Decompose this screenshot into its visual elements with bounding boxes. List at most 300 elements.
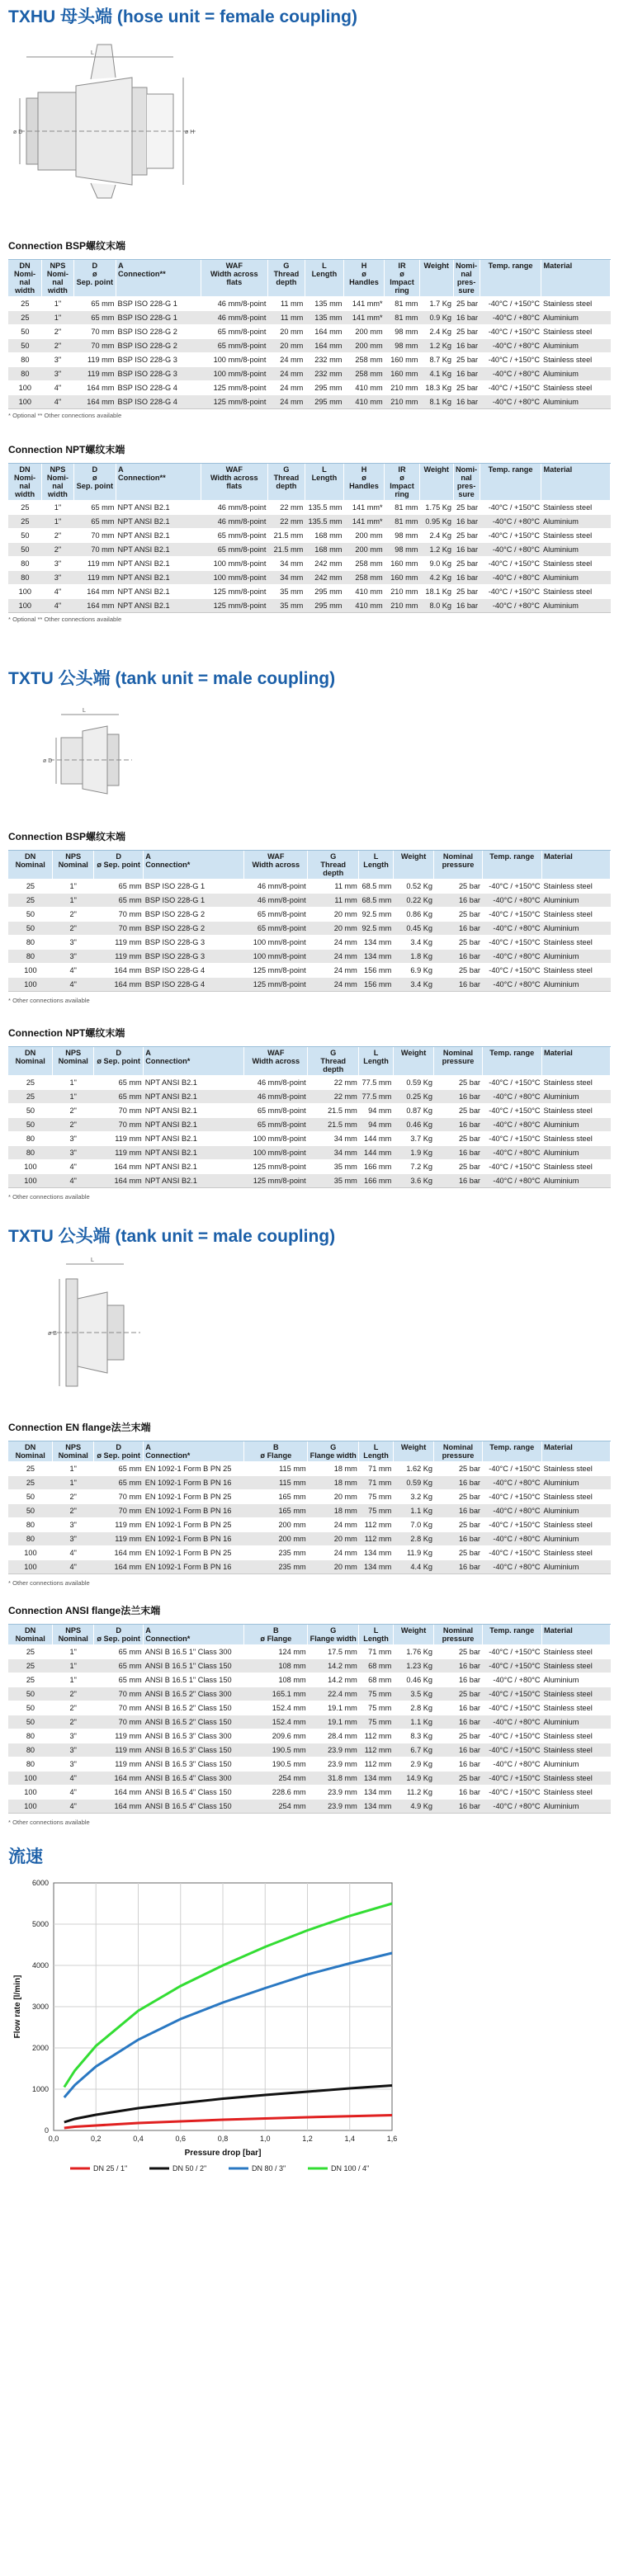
y-tick-label: 0 xyxy=(44,2126,49,2135)
column-header: G Thread depth xyxy=(267,464,305,501)
table-cell: 20 mm xyxy=(267,339,305,353)
table-cell: 4" xyxy=(42,599,74,613)
table-row xyxy=(8,1659,611,1673)
npt-hose-table xyxy=(8,463,611,613)
table-cell: -40°C / +80°C xyxy=(482,1673,542,1687)
column-header: DN Nomi- nal width xyxy=(8,464,42,501)
table-cell: ANSI B 16.5 4" Class 150 xyxy=(144,1800,244,1814)
table-cell: -40°C / +150°C xyxy=(482,1786,542,1800)
table-note: * Optional ** Other connections available xyxy=(8,412,122,419)
table-cell: 2.4 Kg xyxy=(419,325,453,339)
table-cell: 16 bar xyxy=(434,922,482,936)
table-cell: NPT ANSI B2.1 xyxy=(116,557,201,571)
table-cell: Stainless steel xyxy=(542,1490,611,1504)
table-cell: 4.9 Kg xyxy=(393,1800,434,1814)
table-cell: 25 xyxy=(8,311,42,325)
hose-drawing-label: ø H xyxy=(185,130,195,135)
table-cell: 3" xyxy=(42,367,74,381)
table-cell: 18 mm xyxy=(308,1476,359,1490)
table-cell: 242 mm xyxy=(305,557,343,571)
column-header: L Length xyxy=(359,1625,393,1645)
column-header: IR ø Impact ring xyxy=(385,464,420,501)
column-header: G Thread depth xyxy=(267,260,305,297)
table-cell: 19.1 mm xyxy=(308,1701,359,1715)
table-cell: 8.0 Kg xyxy=(419,599,453,613)
table-cell: 3" xyxy=(53,1532,94,1546)
table-cell: -40°C / +150°C xyxy=(482,1104,542,1118)
table-cell: 0.95 Kg xyxy=(419,515,453,529)
table-cell: 2.9 Kg xyxy=(393,1757,434,1772)
table-cell: 25 bar xyxy=(434,908,482,922)
table-cell: NPT ANSI B2.1 xyxy=(116,515,201,529)
table-cell: -40°C / +80°C xyxy=(480,599,541,613)
column-header: Material xyxy=(542,1441,611,1462)
table-cell: 209.6 mm xyxy=(244,1729,308,1743)
table-cell: 46 mm/8-point xyxy=(201,515,267,529)
table-cell: 50 xyxy=(8,1490,53,1504)
table-cell: 134 mm xyxy=(359,1800,393,1814)
table-cell: 23.9 mm xyxy=(308,1757,359,1772)
table-cell: 24 mm xyxy=(308,964,359,978)
table-cell: 98 mm xyxy=(385,529,420,543)
table-cell: 135 mm xyxy=(305,311,343,325)
column-header: Weight xyxy=(393,1047,434,1076)
table-cell: Stainless steel xyxy=(542,936,611,950)
table-cell: 80 xyxy=(8,950,53,964)
table-row xyxy=(8,367,611,381)
table-cell: 125 mm/8-point xyxy=(244,964,308,978)
table-cell: 25 bar xyxy=(434,1546,482,1560)
table-row xyxy=(8,964,611,978)
table-cell: 254 mm xyxy=(244,1800,308,1814)
table-cell: 119 mm xyxy=(94,1743,144,1757)
table-cell: 3" xyxy=(53,1729,94,1743)
table-cell: 115 mm xyxy=(244,1476,308,1490)
table-cell: 4" xyxy=(53,1560,94,1574)
table-cell: -40°C / +150°C xyxy=(482,1772,542,1786)
table-cell: 1.62 Kg xyxy=(393,1462,434,1476)
table-cell: Aluminium xyxy=(541,599,611,613)
column-header: Weight xyxy=(393,851,434,880)
table-cell: 232 mm xyxy=(305,367,343,381)
table-cell: 16 bar xyxy=(434,1659,482,1673)
table-cell: 100 xyxy=(8,1800,53,1814)
table-cell: 25 bar xyxy=(434,1687,482,1701)
table-cell: 70 mm xyxy=(94,1504,144,1518)
table-cell: 8.1 Kg xyxy=(419,395,453,409)
table-cell: Aluminium xyxy=(541,543,611,557)
table-cell: NPT ANSI B2.1 xyxy=(116,529,201,543)
table-note: * Other connections available xyxy=(8,1193,90,1201)
column-header: D ø Sep. point xyxy=(73,260,116,297)
table-cell: -40°C / +150°C xyxy=(482,1743,542,1757)
table-cell: 25 xyxy=(8,501,42,515)
table-cell: 92.5 mm xyxy=(359,922,393,936)
table-cell: 16 bar xyxy=(434,1757,482,1772)
table-cell: 1" xyxy=(53,1476,94,1490)
table-cell: 119 mm xyxy=(73,571,116,585)
table-row xyxy=(8,353,611,367)
table-cell: 164 mm xyxy=(73,395,116,409)
x-tick-label: 1,2 xyxy=(302,2135,313,2143)
table-cell: -40°C / +80°C xyxy=(480,543,541,557)
table-cell: 125 mm/8-point xyxy=(201,395,267,409)
table-cell: 100 xyxy=(8,381,42,395)
table-cell: 144 mm xyxy=(359,1146,393,1160)
table-cell: 119 mm xyxy=(73,367,116,381)
table-cell: ANSI B 16.5 2" Class 150 xyxy=(144,1701,244,1715)
table-cell: 1.7 Kg xyxy=(419,297,453,311)
table-cell: 70 mm xyxy=(73,543,116,557)
table-cell: 164 mm xyxy=(305,339,343,353)
column-header: A Connection* xyxy=(144,1625,244,1645)
table-row xyxy=(8,1090,611,1104)
column-header: Material xyxy=(541,464,611,501)
table-cell: 3" xyxy=(53,950,94,964)
table-cell: 25 xyxy=(8,1476,53,1490)
table-cell: 17.5 mm xyxy=(308,1645,359,1659)
table-cell: 25 bar xyxy=(434,1490,482,1504)
table-cell: BSP ISO 228-G 4 xyxy=(144,964,244,978)
table-cell: Stainless steel xyxy=(542,880,611,894)
table-cell: Aluminium xyxy=(542,950,611,964)
table-cell: 80 xyxy=(8,1729,53,1743)
table-cell: 164 mm xyxy=(94,978,144,992)
table-cell: 16 bar xyxy=(434,1090,482,1104)
table-row xyxy=(8,1518,611,1532)
table-cell: 14.2 mm xyxy=(308,1659,359,1673)
column-header: H ø Handles xyxy=(343,260,384,297)
table-cell: 11 mm xyxy=(267,297,305,311)
table-cell: 50 xyxy=(8,1118,53,1132)
table-cell: 134 mm xyxy=(359,1546,393,1560)
table-cell: 3" xyxy=(42,571,74,585)
table-cell: Aluminium xyxy=(541,571,611,585)
table-cell: Stainless steel xyxy=(541,501,611,515)
table-cell: 65 mm xyxy=(94,880,144,894)
column-header: A Connection** xyxy=(116,464,201,501)
table-cell: 65 mm xyxy=(73,297,116,311)
table-cell: 16 bar xyxy=(434,1174,482,1188)
column-header: Material xyxy=(541,260,611,297)
table-row xyxy=(8,880,611,894)
table-cell: 134 mm xyxy=(359,1786,393,1800)
table-cell: 4" xyxy=(53,1800,94,1814)
table-cell: 1.75 Kg xyxy=(419,501,453,515)
table-cell: 92.5 mm xyxy=(359,908,393,922)
y-tick-label: 5000 xyxy=(31,1920,49,1928)
table-row xyxy=(8,922,611,936)
table-cell: 50 xyxy=(8,922,53,936)
flow-rate-chart-svg xyxy=(8,1875,421,2188)
table-cell: 135 mm xyxy=(305,297,343,311)
table-cell: 1.2 Kg xyxy=(419,543,453,557)
table-cell: -40°C / +80°C xyxy=(482,1560,542,1574)
table-cell: 14.9 Kg xyxy=(393,1772,434,1786)
table-cell: 125 mm/8-point xyxy=(244,1174,308,1188)
table-cell: 98 mm xyxy=(385,543,420,557)
column-header: DN Nomi- nal width xyxy=(8,260,42,297)
table-caption-npt-hose: Connection NPT螺纹末端 xyxy=(8,444,125,455)
table-cell: 119 mm xyxy=(94,1532,144,1546)
table-cell: BSP ISO 228-G 4 xyxy=(116,381,201,395)
column-header: Weight xyxy=(419,260,453,297)
table-cell: 20 mm xyxy=(308,1560,359,1574)
section-title-tank-unit-flange: TXTU 公头端 (tank unit = male coupling) xyxy=(8,1227,336,1246)
x-tick-label: 1,0 xyxy=(259,2135,271,2143)
table-cell: -40°C / +80°C xyxy=(482,1090,542,1104)
table-cell: 0.59 Kg xyxy=(393,1076,434,1090)
table-cell: Stainless steel xyxy=(542,1160,611,1174)
table-cell: NPT ANSI B2.1 xyxy=(144,1146,244,1160)
data-table xyxy=(8,260,611,408)
table-cell: 135.5 mm xyxy=(305,515,343,529)
table-cell: 50 xyxy=(8,1687,53,1701)
table-cell: -40°C / +80°C xyxy=(482,1715,542,1729)
table-cell: 144 mm xyxy=(359,1132,393,1146)
table-cell: 100 xyxy=(8,1174,53,1188)
table-cell: 125 mm/8-point xyxy=(244,1160,308,1174)
table-cell: 70 mm xyxy=(94,1104,144,1118)
table-cell: 100 xyxy=(8,1160,53,1174)
table-cell: 2" xyxy=(53,1104,94,1118)
table-cell: 18.1 Kg xyxy=(419,585,453,599)
table-cell: BSP ISO 228-G 3 xyxy=(144,950,244,964)
table-cell: 1" xyxy=(53,1090,94,1104)
table-cell: ANSI B 16.5 2" Class 150 xyxy=(144,1715,244,1729)
table-cell: ANSI B 16.5 2" Class 300 xyxy=(144,1687,244,1701)
table-cell: Aluminium xyxy=(542,1560,611,1574)
table-cell: 100 xyxy=(8,1546,53,1560)
flange-drawing-label: ø B xyxy=(48,1331,57,1337)
table-cell: NPT ANSI B2.1 xyxy=(144,1076,244,1090)
data-table xyxy=(8,1047,611,1187)
table-cell: 232 mm xyxy=(305,353,343,367)
column-header: WAF Width across flats xyxy=(201,260,267,297)
table-cell: 3.7 Kg xyxy=(393,1132,434,1146)
table-row xyxy=(8,599,611,613)
table-cell: -40°C / +150°C xyxy=(482,1645,542,1659)
table-cell: NPT ANSI B2.1 xyxy=(116,585,201,599)
table-cell: 1" xyxy=(42,297,74,311)
table-cell: -40°C / +150°C xyxy=(482,1132,542,1146)
table-cell: 3" xyxy=(53,936,94,950)
table-row xyxy=(8,585,611,599)
table-cell: 25 bar xyxy=(434,1518,482,1532)
y-tick-label: 1000 xyxy=(31,2085,49,2093)
table-cell: -40°C / +80°C xyxy=(482,1174,542,1188)
flow-rate-chart xyxy=(8,1875,611,2192)
table-cell: 16 bar xyxy=(434,1786,482,1800)
table-row xyxy=(8,381,611,395)
table-cell: 1" xyxy=(42,501,74,515)
table-cell: Stainless steel xyxy=(542,1687,611,1701)
table-caption-bsp-hose: Connection BSP螺纹末端 xyxy=(8,240,126,252)
table-cell: 124 mm xyxy=(244,1645,308,1659)
table-cell: 2" xyxy=(53,1118,94,1132)
table-row xyxy=(8,908,611,922)
table-cell: 65 mm xyxy=(94,1462,144,1476)
table-cell: 254 mm xyxy=(244,1772,308,1786)
table-cell: 20 mm xyxy=(308,1490,359,1504)
table-cell: 22.4 mm xyxy=(308,1687,359,1701)
table-row xyxy=(8,1743,611,1757)
table-cell: -40°C / +80°C xyxy=(480,367,541,381)
column-header: NPS Nomi- nal width xyxy=(42,260,74,297)
table-cell: 410 mm xyxy=(343,599,384,613)
table-cell: 164 mm xyxy=(305,325,343,339)
table-cell: 80 xyxy=(8,1757,53,1772)
table-cell: 81 mm xyxy=(385,311,420,325)
table-cell: 200 mm xyxy=(244,1532,308,1546)
table-cell: 6.9 Kg xyxy=(393,964,434,978)
table-cell: 100 xyxy=(8,585,42,599)
table-cell: 23.9 mm xyxy=(308,1743,359,1757)
column-header: Temp. range xyxy=(480,464,541,501)
table-cell: 16 bar xyxy=(453,367,480,381)
document-page xyxy=(0,7,619,2201)
hose-drawing-label: ø D xyxy=(13,130,23,135)
table-cell: 16 bar xyxy=(434,1504,482,1518)
table-cell: 119 mm xyxy=(94,936,144,950)
table-cell: 164 mm xyxy=(94,1546,144,1560)
bsp-hose-table xyxy=(8,259,611,409)
table-row xyxy=(8,297,611,311)
table-cell: 166 mm xyxy=(359,1160,393,1174)
table-cell: 20 mm xyxy=(308,922,359,936)
table-cell: ANSI B 16.5 3" Class 150 xyxy=(144,1757,244,1772)
table-row xyxy=(8,936,611,950)
hose-unit-drawing xyxy=(8,28,611,205)
column-header: L Length xyxy=(359,851,393,880)
table-cell: -40°C / +150°C xyxy=(480,501,541,515)
table-row xyxy=(8,1174,611,1188)
table-row xyxy=(8,978,611,992)
table-cell: 16 bar xyxy=(453,571,480,585)
table-cell: 50 xyxy=(8,908,53,922)
table-cell: Aluminium xyxy=(541,367,611,381)
table-cell: 24 mm xyxy=(308,978,359,992)
table-cell: 1.8 Kg xyxy=(393,950,434,964)
table-cell: NPT ANSI B2.1 xyxy=(144,1118,244,1132)
table-row xyxy=(8,1476,611,1490)
table-cell: 164 mm xyxy=(94,1560,144,1574)
table-cell: 4" xyxy=(53,1174,94,1188)
table-caption-en-flange: Connection EN flange法兰末端 xyxy=(8,1422,151,1433)
table-cell: 50 xyxy=(8,339,42,353)
column-header: DN Nominal xyxy=(8,1441,53,1462)
table-cell: NPT ANSI B2.1 xyxy=(144,1090,244,1104)
table-row xyxy=(8,1132,611,1146)
table-cell: 50 xyxy=(8,1701,53,1715)
table-cell: ANSI B 16.5 1" Class 150 xyxy=(144,1659,244,1673)
x-tick-label: 1,4 xyxy=(344,2135,356,2143)
table-cell: 16 bar xyxy=(453,395,480,409)
table-row xyxy=(8,950,611,964)
table-cell: NPT ANSI B2.1 xyxy=(144,1174,244,1188)
table-cell: 4" xyxy=(42,585,74,599)
table-cell: 100 mm/8-point xyxy=(244,1146,308,1160)
table-cell: 2" xyxy=(53,1715,94,1729)
table-cell: Aluminium xyxy=(542,1476,611,1490)
column-header: Material xyxy=(542,1625,611,1645)
table-cell: 70 mm xyxy=(73,529,116,543)
table-cell: BSP ISO 228-G 2 xyxy=(116,325,201,339)
table-cell: 35 mm xyxy=(308,1160,359,1174)
table-cell: Aluminium xyxy=(542,1146,611,1160)
table-cell: 25 xyxy=(8,1673,53,1687)
table-cell: Aluminium xyxy=(542,1532,611,1546)
table-cell: EN 1092-1 Form B PN 25 xyxy=(144,1518,244,1532)
table-cell: -40°C / +150°C xyxy=(480,325,541,339)
table-cell: -40°C / +80°C xyxy=(482,1532,542,1546)
table-cell: 80 xyxy=(8,936,53,950)
table-cell: -40°C / +80°C xyxy=(480,515,541,529)
table-cell: 25 bar xyxy=(453,325,480,339)
table-cell: 20 mm xyxy=(308,908,359,922)
table-cell: BSP ISO 228-G 1 xyxy=(144,880,244,894)
table-cell: 4" xyxy=(53,1546,94,1560)
table-cell: 100 mm/8-point xyxy=(201,367,267,381)
table-cell: -40°C / +80°C xyxy=(482,1146,542,1160)
legend-label: DN 50 / 2" xyxy=(172,2164,207,2173)
table-cell: 0.22 Kg xyxy=(393,894,434,908)
table-cell: BSP ISO 228-G 4 xyxy=(116,395,201,409)
table-row xyxy=(8,1757,611,1772)
table-cell: 100 xyxy=(8,964,53,978)
table-cell: 1" xyxy=(53,1076,94,1090)
table-cell: 108 mm xyxy=(244,1659,308,1673)
table-cell: 164 mm xyxy=(94,1174,144,1188)
table-cell: 25 xyxy=(8,1462,53,1476)
table-cell: BSP ISO 228-G 2 xyxy=(116,339,201,353)
column-header: Nominal pressure xyxy=(434,1441,482,1462)
table-cell: 21.5 mm xyxy=(267,529,305,543)
table-cell: -40°C / +150°C xyxy=(482,964,542,978)
y-tick-label: 6000 xyxy=(31,1879,49,1887)
column-header: NPS Nomi- nal width xyxy=(42,464,74,501)
table-cell: -40°C / +80°C xyxy=(482,1118,542,1132)
table-cell: 71 mm xyxy=(359,1645,393,1659)
table-cell: 100 xyxy=(8,599,42,613)
ansi-flange-table xyxy=(8,1624,611,1814)
table-cell: 2" xyxy=(42,339,74,353)
table-cell: Aluminium xyxy=(542,1757,611,1772)
table-cell: Stainless steel xyxy=(542,1701,611,1715)
table-cell: 18 mm xyxy=(308,1462,359,1476)
table-cell: -40°C / +150°C xyxy=(482,1659,542,1673)
table-cell: 16 bar xyxy=(434,894,482,908)
column-header: WAF Width across xyxy=(244,851,308,880)
table-cell: 1" xyxy=(42,515,74,529)
table-cell: 0.87 Kg xyxy=(393,1104,434,1118)
table-cell: 80 xyxy=(8,1743,53,1757)
table-cell: 50 xyxy=(8,325,42,339)
table-cell: 65 mm xyxy=(94,1090,144,1104)
table-cell: 2" xyxy=(42,529,74,543)
table-cell: 0.46 Kg xyxy=(393,1673,434,1687)
table-cell: 164 mm xyxy=(94,1160,144,1174)
table-cell: -40°C / +80°C xyxy=(482,950,542,964)
table-cell: Stainless steel xyxy=(542,1132,611,1146)
table-cell: 25 bar xyxy=(453,297,480,311)
table-cell: 20 mm xyxy=(308,1532,359,1546)
table-cell: 46 mm/8-point xyxy=(244,894,308,908)
table-cell: 70 mm xyxy=(94,1701,144,1715)
table-cell: 4" xyxy=(53,1772,94,1786)
table-cell: 164 mm xyxy=(94,1786,144,1800)
data-table xyxy=(8,851,611,991)
